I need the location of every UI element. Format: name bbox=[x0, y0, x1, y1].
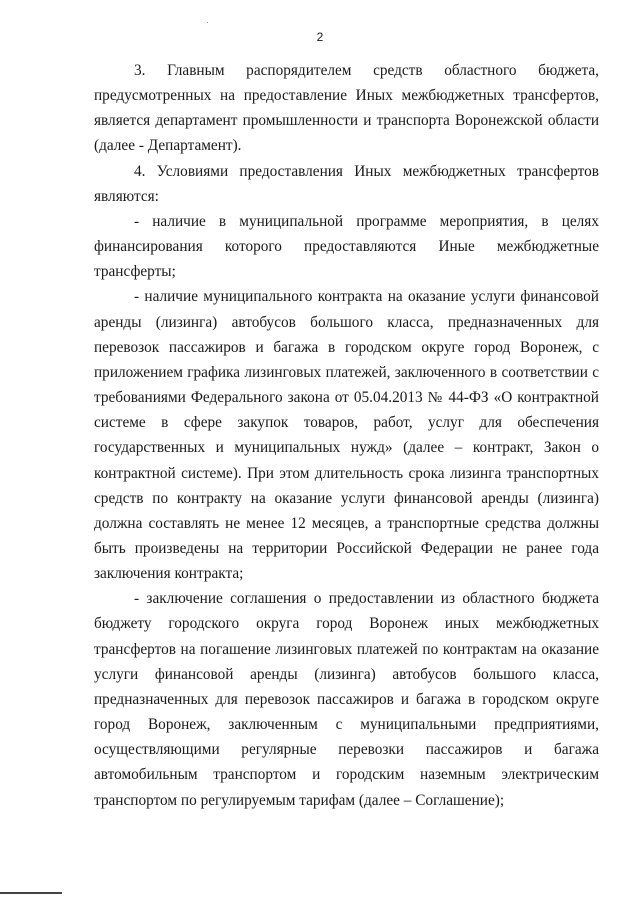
document-body bbox=[94, 58, 599, 813]
scan-edge-line bbox=[0, 892, 62, 894]
scan-speck bbox=[207, 22, 208, 23]
paragraph-4-conditions-intro: 4. Условиями предоставления Иных межбюджетных трансфертов являются: bbox=[94, 162, 599, 205]
condition-agreement: - заключение соглашения о предоставлении из областного бюджета бюджету городского округа город Воронеж иных межбюджетных трансфертов на погашение лизинговых платежей по контрактам на оказание услуги финансовой аренды (лизинга) автобусов большого класса, предназначенных для перевозок пассажиров и багажа в городском округе город Воронеж, заключенным с муниципальными предприятиями, осуществляющими регулярные перевозки пассажиров и багажа автомобильным транспортом и городским наземным электрическим транспортом по регулируемым тарифам (далее – Соглашение); bbox=[94, 590, 599, 809]
page-number: 2 bbox=[316, 30, 324, 44]
condition-municipal-contract: - наличие муниципального контракта на оказание услуги финансовой аренды (лизинга) автобусов большого класса, предназначенных для перевозок пассажиров и багажа в городском округе город Воронеж, с приложением графика лизинговых платежей, заключенного в соответствии с требованиями Федерального закона от 05.04.2013 № 44-ФЗ «О контрактной системе в сфере закупок товаров, работ, услуг для обеспечения государственных и муниципальных нужд» (далее – контракт, Закон о контрактной системе). При этом длительность срока лизинга транспортных средств по контракту на оказание услуги финансовой аренды (лизинга) должна составлять не менее 12 месяцев, а транспортные средства должны быть произведены на территории Российской Федерации не ранее года заключения контракта; bbox=[94, 288, 599, 583]
paragraph-3-chief-administrator: 3. Главным распорядителем средств областного бюджета, предусмотренных на предоставление Иных межбюджетных трансфертов, является департамент промышленности и транспорта Воронежской области (далее - Департамент). bbox=[94, 62, 599, 155]
condition-municipal-program: - наличие в муниципальной программе мероприятия, в целях финансирования которого предоставляются Иные межбюджетные трансферты; bbox=[94, 212, 599, 281]
